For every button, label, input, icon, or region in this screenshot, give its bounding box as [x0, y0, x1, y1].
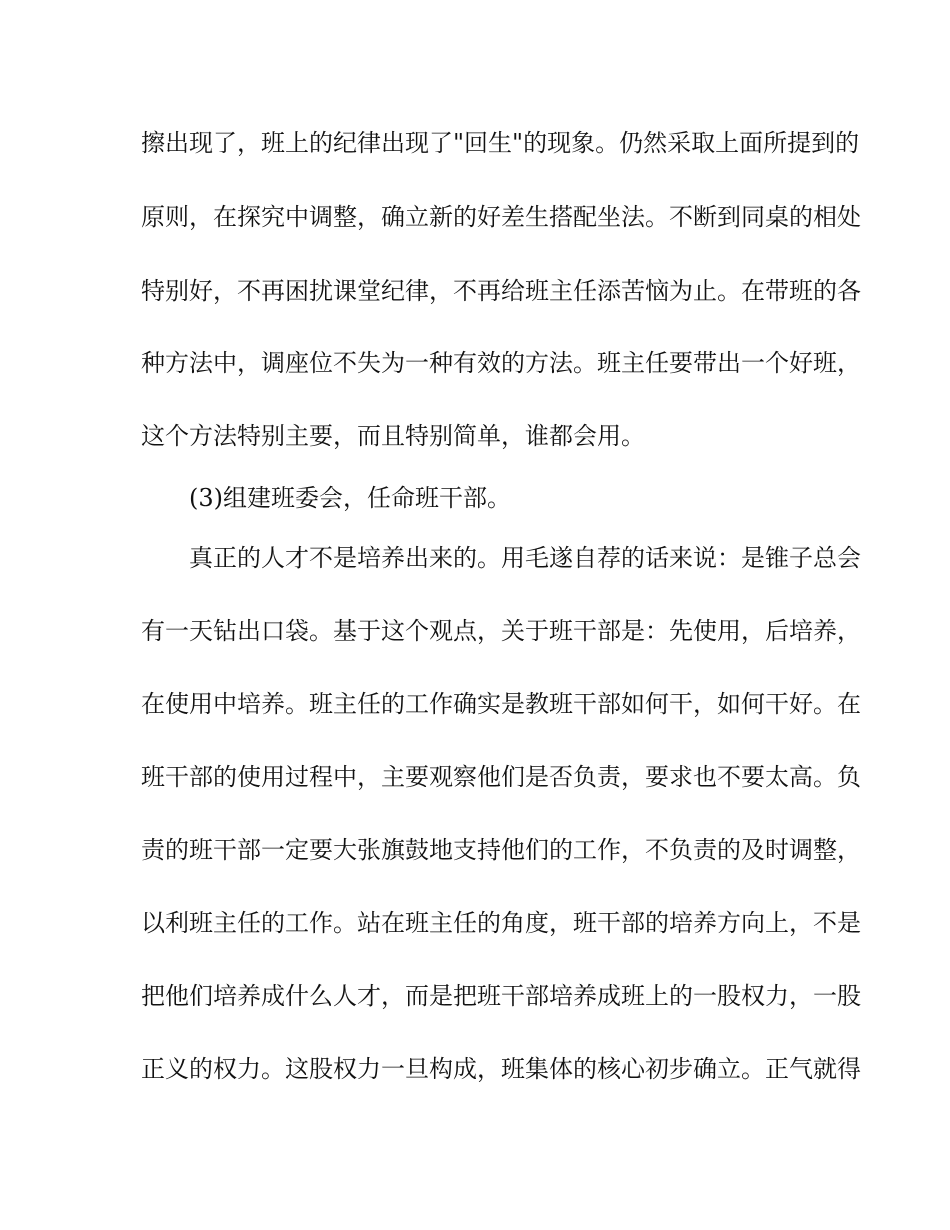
paragraph-2-line-4: 班干部的使用过程中，主要观察他们是否负责，要求也不要太高。负	[141, 763, 861, 791]
paragraph-1-line-3: 特别好，不再困扰课堂纪律，不再给班主任添苦恼为止。在带班的各	[141, 277, 861, 305]
paragraph-1-line-1: 擦出现了，班上的纪律出现了"回生"的现象。仍然采取上面所提到的	[141, 129, 860, 157]
paragraph-2-line-1: 真正的人才不是培养出来的。用毛遂自荐的话来说：是锥子总会	[189, 544, 861, 572]
paragraph-2-line-2: 有一天钻出口袋。基于这个观点，关于班干部是：先使用，后培养，	[141, 617, 861, 645]
paragraph-2-line-6: 以利班主任的工作。站在班主任的角度，班干部的培养方向上，不是	[141, 909, 861, 937]
paragraph-1-line-5: 这个方法特别主要，而且特别简单，谁都会用。	[141, 422, 645, 450]
paragraph-1-line-2: 原则，在探究中调整，确立新的好差生搭配坐法。不断到同桌的相处	[141, 203, 861, 231]
paragraph-2-line-5: 责的班干部一定要大张旗鼓地支持他们的工作，不负责的及时调整，	[141, 836, 861, 864]
section-heading: (3)组建班委会，任命班干部。	[189, 484, 511, 512]
paragraph-1-line-4: 种方法中，调座位不失为一种有效的方法。班主任要带出一个好班，	[141, 349, 861, 377]
paragraph-2-line-7: 把他们培养成什么人才，而是把班干部培养成班上的一股权力，一股	[141, 982, 861, 1010]
paragraph-2-line-3: 在使用中培养。班主任的工作确实是教班干部如何干，如何干好。在	[141, 690, 861, 718]
paragraph-2-line-8: 正义的权力。这股权力一旦构成，班集体的核心初步确立。正气就得	[141, 1055, 861, 1083]
